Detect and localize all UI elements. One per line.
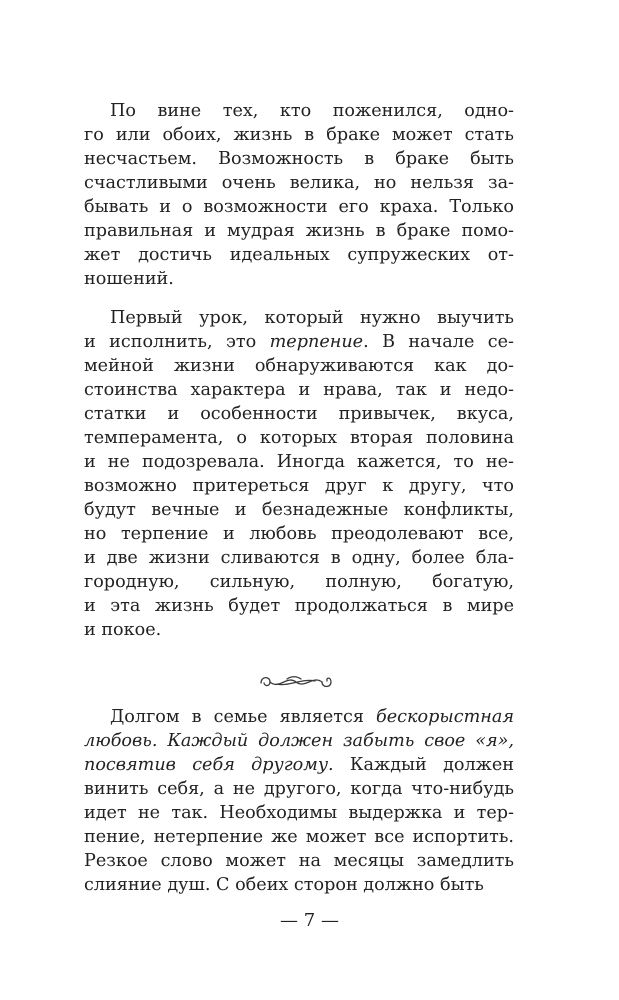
text-line <box>84 801 514 825</box>
text-run: но терпение и любовь преодолевают все, <box>84 524 514 544</box>
text-line <box>84 777 514 801</box>
text-line <box>84 450 514 474</box>
text-line <box>84 849 514 873</box>
text-line <box>84 402 514 426</box>
text-line <box>84 306 514 330</box>
text-run: и не подозревала. Иногда кажется, то не- <box>84 452 514 472</box>
text-line <box>84 753 514 777</box>
text-line <box>84 147 514 171</box>
text-run: и исполнить, это <box>84 332 270 352</box>
text-run: го или обоих, жизнь в браке может стать <box>84 125 514 145</box>
text-line <box>84 426 514 450</box>
text-line <box>84 498 514 522</box>
text-line <box>84 522 514 546</box>
text-line <box>84 618 514 642</box>
flourish-ornament-icon <box>257 670 335 694</box>
text-line <box>84 330 514 354</box>
text-run: стоинства характера и нрава, так и недо- <box>84 380 514 400</box>
text-run: мейной жизни обнаруживаются как до- <box>84 356 514 376</box>
text-run: Долгом в семье является <box>110 707 377 727</box>
paragraph-3 <box>84 705 514 897</box>
text-run: и покое. <box>84 620 162 640</box>
text-line <box>84 354 514 378</box>
text-line <box>84 378 514 402</box>
text-line <box>84 570 514 594</box>
text-run: правильная и мудрая жизнь в браке помо- <box>84 221 514 241</box>
italic-text: терпение <box>269 332 364 352</box>
paragraph-1 <box>84 99 514 291</box>
text-run: статки и особенности привычек, вкуса, <box>84 404 514 424</box>
text-run: ношений. <box>84 269 174 289</box>
text-line <box>84 825 514 849</box>
text-run: городную, сильную, полную, богатую, <box>84 572 514 592</box>
text-run: и эта жизнь будет продолжаться в мире <box>84 596 514 616</box>
text-run: По вине тех, кто поженился, одно- <box>110 101 514 121</box>
text-line <box>84 729 514 753</box>
text-line <box>84 123 514 147</box>
text-line <box>84 546 514 570</box>
text-run: бывать и о возможности его краха. Только <box>84 197 514 217</box>
paragraph-2 <box>84 306 514 642</box>
text-line <box>84 219 514 243</box>
text-run: Первый урок, который нужно выучить <box>110 308 514 328</box>
text-run: счастливыми очень велика, но нельзя за- <box>84 173 514 193</box>
text-run: несчастьем. Возможность в браке быть <box>84 149 514 169</box>
italic-text: бескорыстная <box>376 707 514 727</box>
italic-text: любовь. Каждый должен забыть свое «я», <box>84 731 514 751</box>
page-number: — 7 — <box>280 910 339 931</box>
text-line <box>84 705 514 729</box>
text-line <box>84 99 514 123</box>
italic-text: посвятив себя другому. <box>84 755 334 775</box>
text-line <box>84 594 514 618</box>
text-line <box>84 171 514 195</box>
text-line <box>84 243 514 267</box>
text-run: Каждый должен <box>333 755 514 775</box>
text-line <box>84 267 514 291</box>
text-run: Резкое слово может на месяцы замедлить <box>84 851 514 871</box>
text-line <box>84 873 514 897</box>
text-run: винить себя, а не другого, когда что-нибудь <box>84 779 514 799</box>
text-run: . В начале се- <box>363 332 514 352</box>
text-line <box>84 474 514 498</box>
text-run: возможно притереться друг к другу, что <box>84 476 514 496</box>
text-run: идет не так. Необходимы выдержка и тер- <box>84 803 514 823</box>
text-run: слияние душ. С обеих сторон должно быть <box>84 875 484 895</box>
text-run: жет достичь идеальных супружеских от- <box>84 245 514 265</box>
text-run: пение, нетерпение же может все испортить. <box>84 827 514 847</box>
text-run: и две жизни сливаются в одну, более бла- <box>84 548 514 568</box>
text-run: будут вечные и безнадежные конфликты, <box>84 500 514 520</box>
text-line <box>84 195 514 219</box>
text-run: темперамента, о которых вторая половина <box>84 428 514 448</box>
